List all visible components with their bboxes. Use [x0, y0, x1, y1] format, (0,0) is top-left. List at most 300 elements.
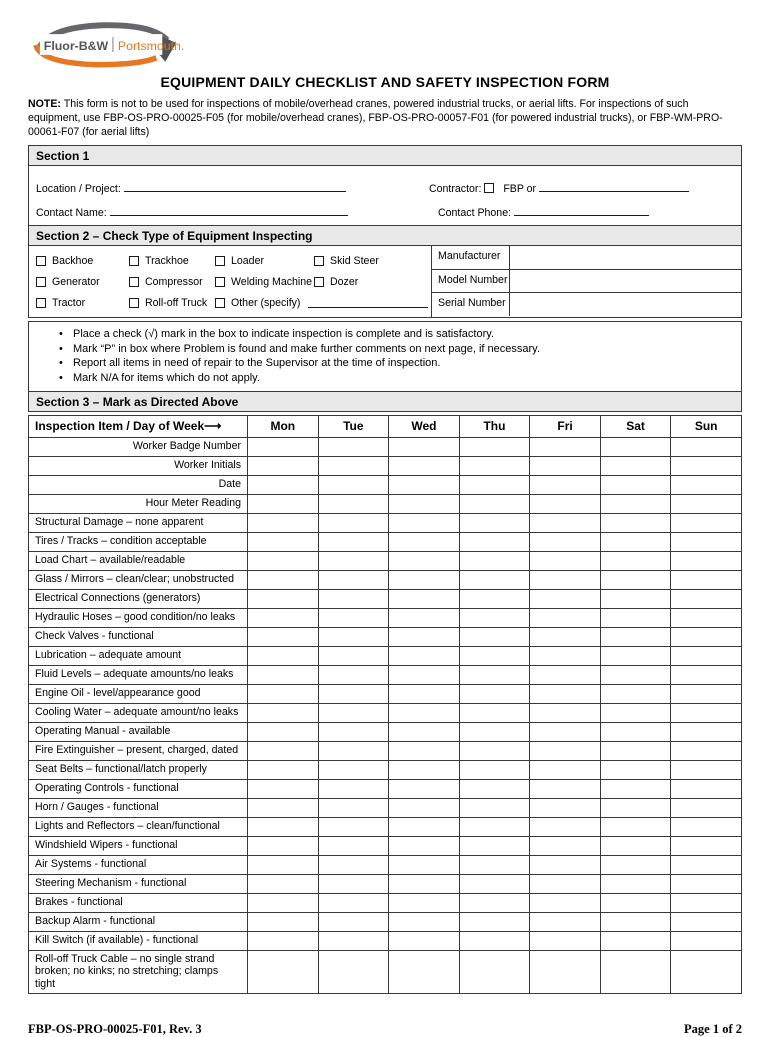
mark-cell-mon[interactable] — [248, 475, 319, 494]
mark-cell-thu[interactable] — [459, 570, 530, 589]
mark-cell-thu[interactable] — [459, 836, 530, 855]
mark-cell-tue[interactable] — [318, 551, 389, 570]
mark-cell-mon[interactable] — [248, 741, 319, 760]
mark-cell-tue[interactable] — [318, 950, 389, 993]
equipment-option-dozer[interactable] — [314, 271, 431, 292]
table-row — [29, 570, 742, 589]
mark-cell-sun[interactable] — [671, 646, 742, 665]
mark-cell-sat[interactable] — [600, 551, 671, 570]
contact-name-field[interactable] — [110, 206, 348, 216]
table-row — [29, 589, 742, 608]
mark-cell-sat[interactable] — [600, 703, 671, 722]
mark-cell-tue[interactable] — [318, 570, 389, 589]
mark-cell-wed[interactable] — [389, 874, 460, 893]
equipment-option-label: Other (specify) — [231, 296, 301, 309]
inspection-table — [28, 415, 742, 994]
mark-cell-thu[interactable] — [459, 665, 530, 684]
mark-cell-mon[interactable] — [248, 532, 319, 551]
mark-cell-wed[interactable] — [389, 570, 460, 589]
other-specify-field[interactable] — [308, 298, 428, 308]
mark-cell-wed[interactable] — [389, 646, 460, 665]
table-row — [29, 665, 742, 684]
mark-cell-sun[interactable] — [671, 722, 742, 741]
mark-cell-mon[interactable] — [248, 950, 319, 993]
mark-cell-sun[interactable] — [671, 532, 742, 551]
note-text: This form is not to be used for inspections of mobile/overhead cranes, powered industrial trucks, or aerial lifts. For inspections of such equipment, use FBP-OS-PRO-00025-F05 (for mobile/overhead cranes), FBP-OS-PRO-00057-F01 (for powered industrial trucks), or FBP-WM-PRO-00061-F07 (for aerial lifts) — [28, 98, 723, 139]
mark-cell-fri[interactable] — [530, 874, 601, 893]
mark-cell-tue[interactable] — [318, 874, 389, 893]
mark-cell-sat[interactable] — [600, 570, 671, 589]
contractor-label: Contractor: — [429, 183, 482, 196]
inspection-item-glass-mirrors-clean-clear-unobstructed: Glass / Mirrors – clean/clear; unobstructed — [29, 570, 248, 589]
mark-cell-wed[interactable] — [389, 912, 460, 931]
equipment-option-tractor[interactable] — [36, 292, 129, 313]
form-number: FBP-OS-PRO-00025-F01, Rev. 3 — [28, 1022, 202, 1036]
mark-cell-fri[interactable] — [530, 551, 601, 570]
mark-cell-thu[interactable] — [459, 684, 530, 703]
mark-cell-tue[interactable] — [318, 437, 389, 456]
mark-cell-thu[interactable] — [459, 893, 530, 912]
mark-cell-mon[interactable] — [248, 513, 319, 532]
mark-cell-fri[interactable] — [530, 779, 601, 798]
mark-cell-sun[interactable] — [671, 779, 742, 798]
mark-cell-sat[interactable] — [600, 912, 671, 931]
mark-cell-sat[interactable] — [600, 741, 671, 760]
checkbox-icon[interactable] — [314, 256, 324, 266]
mark-cell-tue[interactable] — [318, 760, 389, 779]
mark-cell-thu[interactable] — [459, 627, 530, 646]
checkbox-icon[interactable] — [215, 298, 225, 308]
inspection-item-tires-tracks-condition-acceptable: Tires / Tracks – condition acceptable — [29, 532, 248, 551]
day-header-tue: Tue — [318, 415, 389, 437]
section-1 — [28, 145, 742, 226]
mark-cell-wed[interactable] — [389, 589, 460, 608]
mark-cell-thu[interactable] — [459, 608, 530, 627]
instruction-item: • Place a check (√) mark in the box to indicate inspection is complete and is satisfactory. — [29, 327, 733, 342]
right-arrow-icon: ⟶ — [204, 419, 221, 434]
mark-cell-fri[interactable] — [530, 608, 601, 627]
mark-cell-sat[interactable] — [600, 817, 671, 836]
mark-cell-wed[interactable] — [389, 627, 460, 646]
table-row — [29, 931, 742, 950]
mark-cell-thu[interactable] — [459, 494, 530, 513]
day-header-thu: Thu — [459, 415, 530, 437]
mark-cell-tue[interactable] — [318, 589, 389, 608]
mark-cell-sat[interactable] — [600, 608, 671, 627]
mark-cell-sun[interactable] — [671, 475, 742, 494]
mark-cell-tue[interactable] — [318, 513, 389, 532]
mark-cell-sun[interactable] — [671, 912, 742, 931]
mark-cell-sun[interactable] — [671, 665, 742, 684]
mark-cell-wed[interactable] — [389, 817, 460, 836]
mark-cell-sun[interactable] — [671, 627, 742, 646]
contractor-other-field[interactable] — [539, 182, 689, 192]
mark-cell-sun[interactable] — [671, 456, 742, 475]
mark-cell-fri[interactable] — [530, 589, 601, 608]
mark-cell-sun[interactable] — [671, 874, 742, 893]
equipment-option-compressor[interactable] — [129, 271, 215, 292]
inspection-item-windshield-wipers-functional: Windshield Wipers - functional — [29, 836, 248, 855]
equipment-option-roll-off-truck[interactable] — [129, 292, 215, 313]
mark-cell-fri[interactable] — [530, 798, 601, 817]
equipment-option-loader[interactable] — [215, 250, 314, 271]
mark-cell-wed[interactable] — [389, 665, 460, 684]
mark-cell-sat[interactable] — [600, 532, 671, 551]
contact-phone-label: Contact Phone: — [438, 207, 512, 220]
mark-cell-fri[interactable] — [530, 532, 601, 551]
mark-cell-fri[interactable] — [530, 456, 601, 475]
mark-cell-sat[interactable] — [600, 950, 671, 993]
mark-cell-thu[interactable] — [459, 532, 530, 551]
checkbox-icon[interactable] — [36, 256, 46, 266]
mark-cell-mon[interactable] — [248, 817, 319, 836]
mark-cell-sun[interactable] — [671, 855, 742, 874]
mark-cell-sat[interactable] — [600, 779, 671, 798]
mark-cell-mon[interactable] — [248, 665, 319, 684]
manufacturer-field[interactable] — [510, 246, 741, 268]
mark-cell-sat[interactable] — [600, 798, 671, 817]
page-title: EQUIPMENT DAILY CHECKLIST AND SAFETY INSPECTION FORM — [160, 74, 610, 90]
checkbox-icon[interactable] — [215, 277, 225, 287]
mark-cell-sun[interactable] — [671, 741, 742, 760]
mark-cell-wed[interactable] — [389, 513, 460, 532]
mark-cell-tue[interactable] — [318, 456, 389, 475]
mark-cell-thu[interactable] — [459, 950, 530, 993]
mark-cell-fri[interactable] — [530, 836, 601, 855]
mark-cell-fri[interactable] — [530, 855, 601, 874]
table-row — [29, 475, 742, 494]
mark-cell-sun[interactable] — [671, 798, 742, 817]
mark-cell-wed[interactable] — [389, 855, 460, 874]
mark-cell-sat[interactable] — [600, 722, 671, 741]
equipment-field-row — [432, 270, 741, 293]
mark-cell-wed[interactable] — [389, 475, 460, 494]
equipment-option-generator[interactable] — [36, 271, 129, 292]
mark-cell-tue[interactable] — [318, 893, 389, 912]
mark-cell-sun[interactable] — [671, 589, 742, 608]
mark-cell-sun[interactable] — [671, 437, 742, 456]
mark-cell-sun[interactable] — [671, 836, 742, 855]
mark-cell-sat[interactable] — [600, 627, 671, 646]
mark-cell-sun[interactable] — [671, 551, 742, 570]
inspection-table-body — [29, 437, 742, 993]
inspection-item-check-valves-functional: Check Valves - functional — [29, 627, 248, 646]
section-3-header: Section 3 – Mark as Directed Above — [29, 392, 741, 411]
table-row — [29, 779, 742, 798]
mark-cell-wed[interactable] — [389, 779, 460, 798]
mark-cell-wed[interactable] — [389, 722, 460, 741]
mark-cell-fri[interactable] — [530, 665, 601, 684]
instructions-list — [29, 327, 733, 385]
mark-cell-sat[interactable] — [600, 589, 671, 608]
table-row — [29, 722, 742, 741]
mark-cell-thu[interactable] — [459, 874, 530, 893]
equipment-option-welding-machine[interactable] — [215, 271, 314, 292]
mark-cell-mon[interactable] — [248, 893, 319, 912]
equipment-option-trackhoe[interactable] — [129, 250, 215, 271]
equipment-option-label: Loader — [231, 254, 264, 267]
mark-cell-fri[interactable] — [530, 494, 601, 513]
mark-cell-fri[interactable] — [530, 893, 601, 912]
inspection-item-brakes-functional: Brakes - functional — [29, 893, 248, 912]
checkbox-icon[interactable] — [129, 256, 139, 266]
mark-cell-sat[interactable] — [600, 684, 671, 703]
logo-brand-text: Fluor-B&W — [43, 38, 109, 53]
table-header-row — [29, 415, 742, 437]
fluor-bw-portsmouth-logo-icon — [28, 20, 186, 70]
mark-cell-fri[interactable] — [530, 931, 601, 950]
mark-cell-sat[interactable] — [600, 665, 671, 684]
table-row — [29, 760, 742, 779]
table-row — [29, 950, 742, 993]
mark-cell-thu[interactable] — [459, 703, 530, 722]
mark-cell-thu[interactable] — [459, 817, 530, 836]
table-row — [29, 551, 742, 570]
mark-cell-sun[interactable] — [671, 703, 742, 722]
mark-cell-sun[interactable] — [671, 950, 742, 993]
equipment-option-label: Trackhoe — [145, 254, 189, 267]
mark-cell-sun[interactable] — [671, 684, 742, 703]
mark-cell-thu[interactable] — [459, 437, 530, 456]
mark-cell-thu[interactable] — [459, 779, 530, 798]
mark-cell-fri[interactable] — [530, 684, 601, 703]
mark-cell-thu[interactable] — [459, 646, 530, 665]
table-row — [29, 532, 742, 551]
mark-cell-fri[interactable] — [530, 570, 601, 589]
mark-cell-wed[interactable] — [389, 950, 460, 993]
checkbox-icon[interactable] — [129, 277, 139, 287]
mark-cell-wed[interactable] — [389, 437, 460, 456]
mark-cell-fri[interactable] — [530, 722, 601, 741]
inspection-item-engine-oil-level-appearance-good: Engine Oil - level/appearance good — [29, 684, 248, 703]
mark-cell-mon[interactable] — [248, 646, 319, 665]
equipment-option-skid-steer[interactable] — [314, 250, 431, 271]
mark-cell-mon[interactable] — [248, 912, 319, 931]
mark-cell-tue[interactable] — [318, 798, 389, 817]
equipment-option-label: Generator — [52, 275, 100, 288]
mark-cell-mon[interactable] — [248, 931, 319, 950]
mark-cell-tue[interactable] — [318, 836, 389, 855]
mark-cell-sun[interactable] — [671, 608, 742, 627]
mark-cell-fri[interactable] — [530, 646, 601, 665]
mark-cell-mon[interactable] — [248, 456, 319, 475]
mark-cell-tue[interactable] — [318, 703, 389, 722]
inspection-item-operating-controls-functional: Operating Controls - functional — [29, 779, 248, 798]
mark-cell-mon[interactable] — [248, 779, 319, 798]
mark-cell-tue[interactable] — [318, 817, 389, 836]
mark-cell-wed[interactable] — [389, 608, 460, 627]
mark-cell-sat[interactable] — [600, 874, 671, 893]
mark-cell-tue[interactable] — [318, 741, 389, 760]
mark-cell-sun[interactable] — [671, 570, 742, 589]
table-row — [29, 437, 742, 456]
mark-cell-tue[interactable] — [318, 779, 389, 798]
mark-cell-wed[interactable] — [389, 931, 460, 950]
inspection-item-structural-damage-none-apparent: Structural Damage – none apparent — [29, 513, 248, 532]
equipment-option-label: Compressor — [145, 275, 203, 288]
mark-cell-fri[interactable] — [530, 741, 601, 760]
table-row — [29, 608, 742, 627]
note-paragraph — [28, 97, 742, 139]
mark-cell-mon[interactable] — [248, 437, 319, 456]
mark-cell-sat[interactable] — [600, 855, 671, 874]
mark-cell-wed[interactable] — [389, 703, 460, 722]
inspection-item-fluid-levels-adequate-amounts-no-leaks: Fluid Levels – adequate amounts/no leaks — [29, 665, 248, 684]
table-row — [29, 684, 742, 703]
mark-cell-wed[interactable] — [389, 836, 460, 855]
mark-cell-wed[interactable] — [389, 551, 460, 570]
serial-number-field[interactable] — [510, 293, 741, 316]
logo-division-text: Portsmouth. — [117, 38, 185, 53]
mark-cell-tue[interactable] — [318, 665, 389, 684]
mark-cell-sat[interactable] — [600, 475, 671, 494]
checkbox-icon[interactable] — [215, 256, 225, 266]
fbp-label: FBP or — [503, 183, 537, 196]
equipment-option-label: Roll-off Truck — [145, 296, 208, 309]
checkbox-icon[interactable] — [36, 277, 46, 287]
mark-cell-sun[interactable] — [671, 931, 742, 950]
instruction-item: • Mark “P” in box where Problem is found and make further comments on next page, if necessary. — [29, 342, 733, 357]
mark-cell-wed[interactable] — [389, 494, 460, 513]
equipment-option-label: Skid Steer — [330, 254, 379, 267]
mark-cell-mon[interactable] — [248, 551, 319, 570]
mark-cell-mon[interactable] — [248, 570, 319, 589]
mark-cell-mon[interactable] — [248, 722, 319, 741]
mark-cell-thu[interactable] — [459, 855, 530, 874]
mark-cell-tue[interactable] — [318, 684, 389, 703]
mark-cell-mon[interactable] — [248, 684, 319, 703]
manufacturer-label: Manufacturer — [432, 246, 510, 268]
inspection-item-roll-off-truck-cable-no-single-strand-br: Roll-off Truck Cable – no single strand broken; no kinks; no stretching; clamps tight — [29, 950, 248, 993]
mark-cell-thu[interactable] — [459, 760, 530, 779]
mark-cell-mon[interactable] — [248, 494, 319, 513]
mark-cell-fri[interactable] — [530, 760, 601, 779]
table-row — [29, 855, 742, 874]
mark-cell-sun[interactable] — [671, 513, 742, 532]
mark-cell-thu[interactable] — [459, 741, 530, 760]
mark-cell-thu[interactable] — [459, 456, 530, 475]
mark-cell-thu[interactable] — [459, 475, 530, 494]
mark-cell-fri[interactable] — [530, 950, 601, 993]
mark-cell-mon[interactable] — [248, 760, 319, 779]
model-number-label: Model Number — [432, 270, 510, 292]
mark-cell-tue[interactable] — [318, 608, 389, 627]
mark-cell-sun[interactable] — [671, 494, 742, 513]
mark-cell-tue[interactable] — [318, 532, 389, 551]
mark-cell-fri[interactable] — [530, 437, 601, 456]
mark-cell-wed[interactable] — [389, 893, 460, 912]
equipment-option-other-specify[interactable] — [215, 292, 431, 313]
inspection-item-cooling-water-adequate-amount-no-leaks: Cooling Water – adequate amount/no leaks — [29, 703, 248, 722]
section-2-header: Section 2 – Check Type of Equipment Inspecting — [29, 226, 741, 246]
mark-cell-fri[interactable] — [530, 817, 601, 836]
mark-cell-tue[interactable] — [318, 912, 389, 931]
mark-cell-sat[interactable] — [600, 513, 671, 532]
mark-cell-mon[interactable] — [248, 627, 319, 646]
mark-cell-sat[interactable] — [600, 437, 671, 456]
mark-cell-thu[interactable] — [459, 551, 530, 570]
inspection-item-load-chart-available-readable: Load Chart – available/readable — [29, 551, 248, 570]
mark-cell-thu[interactable] — [459, 513, 530, 532]
mark-cell-wed[interactable] — [389, 760, 460, 779]
fbp-checkbox[interactable] — [484, 183, 494, 193]
mark-cell-thu[interactable] — [459, 722, 530, 741]
mark-cell-sun[interactable] — [671, 817, 742, 836]
mark-cell-sat[interactable] — [600, 893, 671, 912]
mark-cell-sat[interactable] — [600, 836, 671, 855]
company-logo — [28, 20, 742, 70]
mark-cell-mon[interactable] — [248, 836, 319, 855]
checkbox-icon[interactable] — [314, 277, 324, 287]
inspection-item-seat-belts-functional-latch-properly: Seat Belts – functional/latch properly — [29, 760, 248, 779]
mark-cell-tue[interactable] — [318, 627, 389, 646]
mark-cell-mon[interactable] — [248, 589, 319, 608]
mark-cell-wed[interactable] — [389, 532, 460, 551]
mark-cell-fri[interactable] — [530, 703, 601, 722]
mark-cell-tue[interactable] — [318, 494, 389, 513]
mark-cell-sat[interactable] — [600, 760, 671, 779]
checkbox-icon[interactable] — [36, 298, 46, 308]
mark-cell-fri[interactable] — [530, 475, 601, 494]
mark-cell-thu[interactable] — [459, 589, 530, 608]
equipment-checkbox-grid — [29, 246, 431, 317]
equipment-option-backhoe[interactable] — [36, 250, 129, 271]
mark-cell-tue[interactable] — [318, 475, 389, 494]
mark-cell-fri[interactable] — [530, 627, 601, 646]
mark-cell-thu[interactable] — [459, 931, 530, 950]
mark-cell-mon[interactable] — [248, 703, 319, 722]
equipment-field-row — [432, 293, 741, 316]
mark-cell-wed[interactable] — [389, 684, 460, 703]
instructions-box — [28, 321, 742, 391]
mark-cell-mon[interactable] — [248, 608, 319, 627]
mark-cell-tue[interactable] — [318, 931, 389, 950]
mark-cell-sun[interactable] — [671, 760, 742, 779]
mark-cell-thu[interactable] — [459, 798, 530, 817]
table-row — [29, 912, 742, 931]
mark-cell-wed[interactable] — [389, 741, 460, 760]
mark-cell-thu[interactable] — [459, 912, 530, 931]
mark-cell-sun[interactable] — [671, 893, 742, 912]
inspection-item-hour-meter-reading: Hour Meter Reading — [29, 494, 248, 513]
mark-cell-tue[interactable] — [318, 646, 389, 665]
mark-cell-sat[interactable] — [600, 646, 671, 665]
mark-cell-tue[interactable] — [318, 722, 389, 741]
mark-cell-wed[interactable] — [389, 456, 460, 475]
mark-cell-tue[interactable] — [318, 855, 389, 874]
contact-phone-field[interactable] — [514, 206, 649, 216]
day-header-wed: Wed — [389, 415, 460, 437]
checkbox-icon[interactable] — [129, 298, 139, 308]
mark-cell-mon[interactable] — [248, 855, 319, 874]
mark-cell-mon[interactable] — [248, 798, 319, 817]
mark-cell-fri[interactable] — [530, 912, 601, 931]
mark-cell-mon[interactable] — [248, 874, 319, 893]
mark-cell-wed[interactable] — [389, 798, 460, 817]
model-number-field[interactable] — [510, 270, 741, 292]
location-project-field[interactable] — [124, 182, 346, 192]
location-project-label: Location / Project: — [36, 183, 121, 196]
table-row — [29, 456, 742, 475]
page-number: Page 1 of 2 — [684, 1022, 742, 1036]
mark-cell-sat[interactable] — [600, 931, 671, 950]
inspection-item-fire-extinguisher-present-charged-dated: Fire Extinguisher – present, charged, dated — [29, 741, 248, 760]
day-header-mon: Mon — [248, 415, 319, 437]
mark-cell-sat[interactable] — [600, 494, 671, 513]
equipment-option-label: Tractor — [52, 296, 86, 309]
mark-cell-fri[interactable] — [530, 513, 601, 532]
mark-cell-sat[interactable] — [600, 456, 671, 475]
